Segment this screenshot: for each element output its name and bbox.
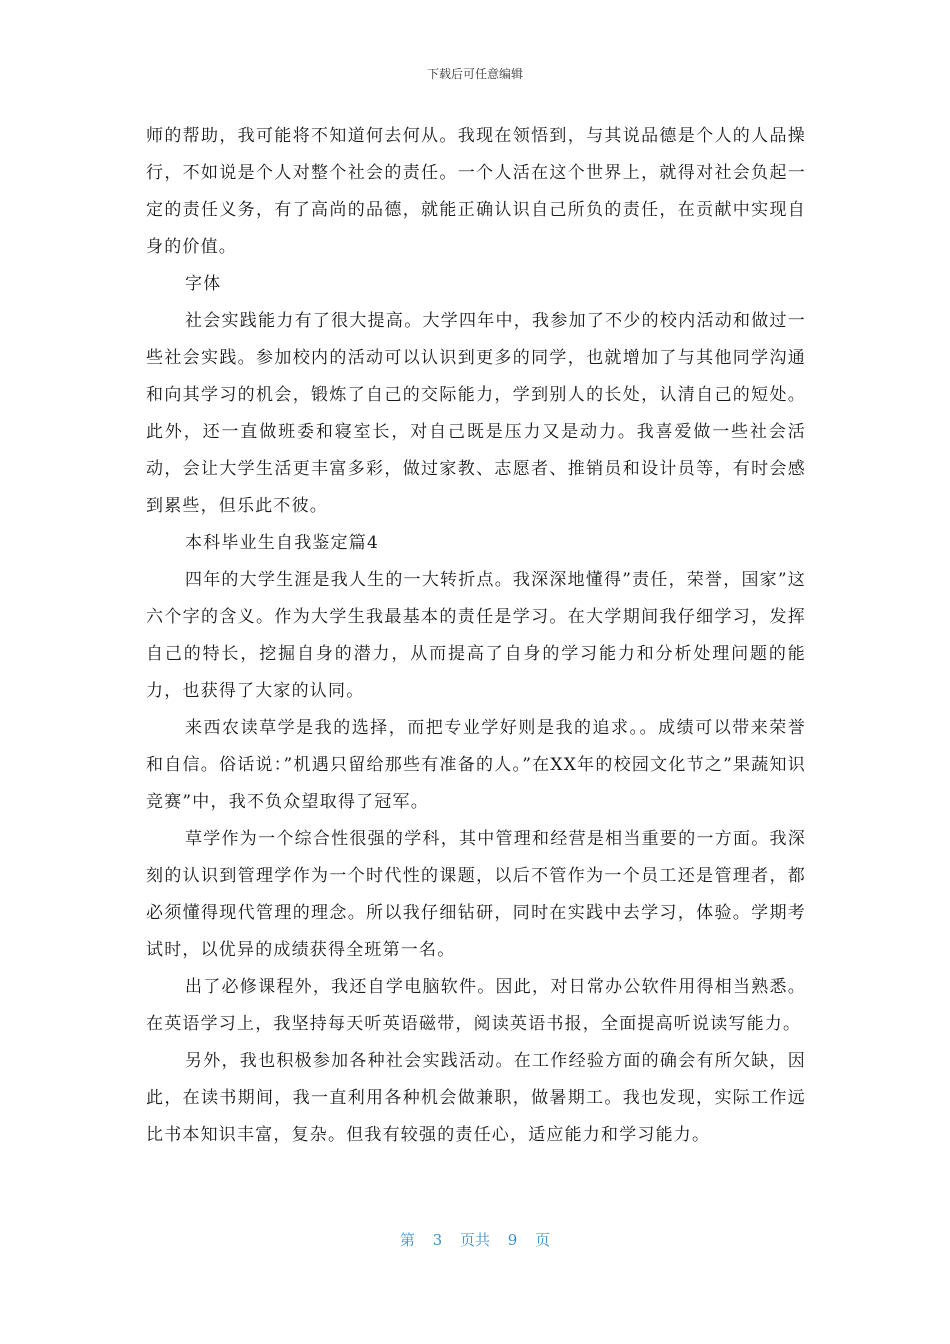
total-pages-number: 9 bbox=[507, 1231, 518, 1249]
document-body bbox=[146, 118, 806, 1154]
page-footer bbox=[0, 1228, 950, 1252]
section-heading: 本科毕业生自我鉴定篇4 bbox=[185, 533, 380, 553]
section-heading: 字体 bbox=[185, 274, 222, 294]
paragraph: 社会实践能力有了很大提高。大学四年中，我参加了不少的校内活动和做过一些社会实践。参加校内的活动可以认识到更多的同学，也就增加了与其他同学沟通和向其学习的机会，锻炼了自己的交际能力，学到别人的长处，认清自己的短处。此外，还一直做班委和寝室长，对自己既是压力又是动力。我喜爱做一些社会活动，会让大学生活更丰富多彩，做过家教、志愿者、推销员和设计员等，有时会感到累些，但乐此不彼。 bbox=[146, 311, 806, 516]
page-number-middle: 页共 bbox=[459, 1231, 490, 1249]
paragraph: 草学作为一个综合性很强的学科，其中管理和经营是相当重要的一方面。我深刻的认识到管理学作为一个时代性的课题，以后不管作为一个员工还是管理者，都必须懂得现代管理的理念。所以我仔细钻研，同时在实践中去学习，体验。学期考试时，以优异的成绩获得全班第一名。 bbox=[146, 829, 806, 960]
page-number-suffix: 页 bbox=[535, 1231, 551, 1249]
header-text: 下载后可任意编辑 bbox=[426, 67, 523, 81]
page-header bbox=[0, 66, 950, 82]
current-page-number: 3 bbox=[432, 1231, 443, 1249]
paragraph: 出了必修课程外，我还自学电脑软件。因此，对日常办公软件用得相当熟悉。在英语学习上，我坚持每天听英语磁带，阅读英语书报，全面提高听说读写能力。 bbox=[146, 977, 806, 1034]
paragraph: 四年的大学生涯是我人生的一大转折点。我深深地懂得”责任，荣誉，国家”这六个字的含义。作为大学生我最基本的责任是学习。在大学期间我仔细学习，发挥自己的特长，挖掘自身的潜力，从而提高了自身的学习能力和分析处理问题的能力，也获得了大家的认同。 bbox=[146, 570, 806, 701]
paragraph: 来西农读草学是我的选择，而把专业学好则是我的追求。。成绩可以带来荣誉和自信。俗话说：”机遇只留给那些有准备的人。”在XX年的校园文化节之”果蔬知识竞赛”中，我不负众望取得了冠军。 bbox=[146, 718, 806, 812]
page-number-prefix: 第 bbox=[399, 1231, 415, 1249]
paragraph: 师的帮助，我可能将不知道何去何从。我现在领悟到，与其说品德是个人的人品操行，不如说是个人对整个社会的责任。一个人活在这个世界上，就得对社会负起一定的责任义务，有了高尚的品德，就能正确认识自己所负的责任，在贡献中实现自身的价值。 bbox=[146, 126, 806, 257]
paragraph: 另外，我也积极参加各种社会实践活动。在工作经验方面的确会有所欠缺，因此，在读书期间，我一直利用各种机会做兼职，做暑期工。我也发现，实际工作远比书本知识丰富，复杂。但我有较强的责任心，适应能力和学习能力。 bbox=[146, 1051, 806, 1145]
